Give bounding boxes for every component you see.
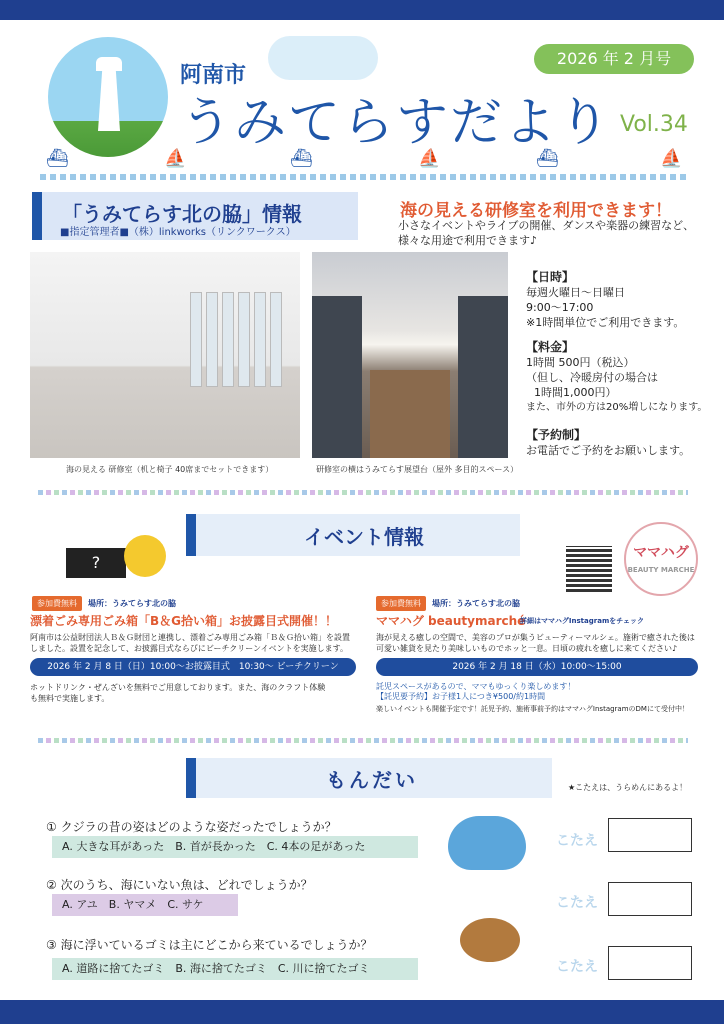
top-band <box>0 0 724 20</box>
answer-box-3[interactable] <box>608 946 692 980</box>
fee-label: 【料金】 <box>526 340 575 354</box>
dotted-divider <box>38 490 688 495</box>
events-title: イベント情報 <box>304 525 424 549</box>
answer-label-1: こたえ <box>556 833 598 849</box>
answer-label-3: こたえ <box>556 959 598 975</box>
ev2-place: 場所：うみてらす北の脇 <box>432 599 520 608</box>
ev2-title: ママハグ beautymarché <box>376 614 526 628</box>
city-name: 阿南市 <box>180 63 247 88</box>
cloud-birds-icon <box>268 36 378 80</box>
question-3: ③ 海に浮いているゴミは主にどこから来ているでしょうか？ <box>46 938 373 952</box>
lighthouse-logo <box>48 37 168 157</box>
ev1-title: 漂着ごみ専用ごみ箱「B＆G拾い箱」お披露目式開催！！ <box>30 614 337 628</box>
newsletter-title: うみてらすだより <box>180 93 613 153</box>
ev2-date: 2026 年 2 月 18 日（水）10:00～15:00 <box>376 658 698 676</box>
fee-line-4: また、市外の方は20%増しになります。 <box>526 402 708 413</box>
ev1-note: ホットドリンク・ぜんざいを無料でご用意しております。また、海のクラフト体験も無料で実施します。 <box>30 683 326 703</box>
ev2-text: 海が見える癒しの空間で、美容のプロが集うビューティーマルシェ。施術で癒された後は可愛い雑貨を見たり美味しいものでホッと一息。日頃の疲れを癒しに来てください♪ <box>376 633 695 653</box>
facility-header <box>32 192 358 240</box>
facility-manager: ■指定管理者■（株）linkworks（リンクワークス） <box>60 227 296 238</box>
events-header <box>186 514 520 556</box>
ev1-date: 2026 年 2 月 8 日（日）10:00～お披露目式 10:30～ ビーチクリーン <box>30 658 356 676</box>
hours-time: 9:00～17:00 <box>526 301 594 314</box>
reserve-label: 【予約制】 <box>526 428 587 442</box>
reserve-text: お電話でご予約をお願いします。 <box>526 444 691 457</box>
mystery-box-icon: ? <box>66 548 126 578</box>
bottom-band <box>0 1000 724 1024</box>
issue-badge: 2026 年 2 月号 <box>534 44 694 74</box>
photo1-caption: 海の見える 研修室（机と椅子 40席までセットできます） <box>66 465 274 474</box>
ship-row <box>40 148 690 176</box>
ev1-text: 阿南市は公益財団法人Ｂ＆Ｇ財団と連携し、漂着ごみ専用ごみ箱「Ｂ＆Ｇ拾い箱」を設置しました。設置を記念して、お披露目式ならびにビーチクリーンイベントを実施します。 <box>30 633 350 653</box>
sailboat-icon: ⛵ <box>164 148 187 169</box>
question-1: ① クジラの昔の姿はどのような姿だったでしょうか？ <box>46 820 337 834</box>
ev1-free-badge: 参加費無料 <box>32 596 82 611</box>
turtle-icon <box>460 918 520 962</box>
answer-label-2: こたえ <box>556 895 598 911</box>
answer-box-1[interactable] <box>608 818 692 852</box>
ship-icon: ⛴ <box>46 148 69 169</box>
facility-description: 小さなイベントやライブの開催、ダンスや楽器の練習など、様々な用途で利用できます♪ <box>398 219 695 247</box>
observation-deck-photo <box>312 252 508 458</box>
facility-title: 「うみてらす北の脇」情報 <box>62 202 302 226</box>
mamahug-logo: ママハグ BEAUTY MARCHE <box>624 522 698 596</box>
qr-code-icon[interactable] <box>566 546 612 592</box>
question-2-choices: A. アユ B. ヤマメ C. サケ <box>52 894 238 916</box>
photo2-caption: 研修室の横はうみてらす展望台（屋外 多目的スペース） <box>316 465 519 474</box>
fee-line-2: （但し、冷暖房付の場合は <box>526 371 658 384</box>
sailboat-icon: ⛵ <box>660 148 683 169</box>
question-1-choices: A. 大きな耳があった B. 首が長かった C. 4本の足があった <box>52 836 418 858</box>
wave-divider <box>40 174 690 180</box>
hours-label: 【日時】 <box>526 270 575 284</box>
ev2-note-2: 【託児要予約】お子様1人につき¥500/約1時間 <box>376 692 546 701</box>
ship-icon: ⛴ <box>290 148 313 169</box>
answer-box-2[interactable] <box>608 882 692 916</box>
fee-line-3: 1時間1,000円） <box>534 386 617 399</box>
ev2-free-badge: 参加費無料 <box>376 596 426 611</box>
lighthouse-icon <box>98 67 120 131</box>
question-2: ② 次のうち、海にいない魚は、どれでしょうか？ <box>46 878 313 892</box>
whale-icon <box>448 816 526 870</box>
quiz-header <box>186 758 552 798</box>
training-room-photo <box>30 252 300 458</box>
hours-note: ※1時間単位でご利用できます。 <box>526 316 685 329</box>
ev2-note-3: 楽しいイベントも開催予定です！託児予約、施術事前予約はママハグInstagramのDMにて受付中！ <box>376 705 689 713</box>
facility-headline: 海の見える研修室を利用できます！ <box>400 201 672 221</box>
ev2-note-1: 託児スペースがあるので、ママもゆっくり楽しめます！ <box>376 682 576 691</box>
question-3-choices: A. 道路に捨てたゴミ B. 海に捨てたゴミ C. 川に捨てたゴミ <box>52 958 418 980</box>
sun-character-icon <box>124 535 166 577</box>
ev2-detail: 詳細はママハグInstagramをチェック <box>520 617 645 625</box>
hours-days: 毎週火曜日～日曜日 <box>526 286 625 299</box>
sailboat-icon: ⛵ <box>418 148 441 169</box>
volume-number: Vol.34 <box>620 112 688 137</box>
seashell-decoration-icon <box>540 234 710 274</box>
dotted-divider <box>38 738 688 743</box>
ship-icon: ⛴ <box>536 148 559 169</box>
fee-line-1: 1時間 500円（税込） <box>526 356 635 369</box>
ev1-place: 場所：うみてらす北の脇 <box>88 599 176 608</box>
quiz-title: もんだい <box>326 768 418 792</box>
answer-note: ★こたえは、うらめんにあるよ！ <box>568 783 688 792</box>
